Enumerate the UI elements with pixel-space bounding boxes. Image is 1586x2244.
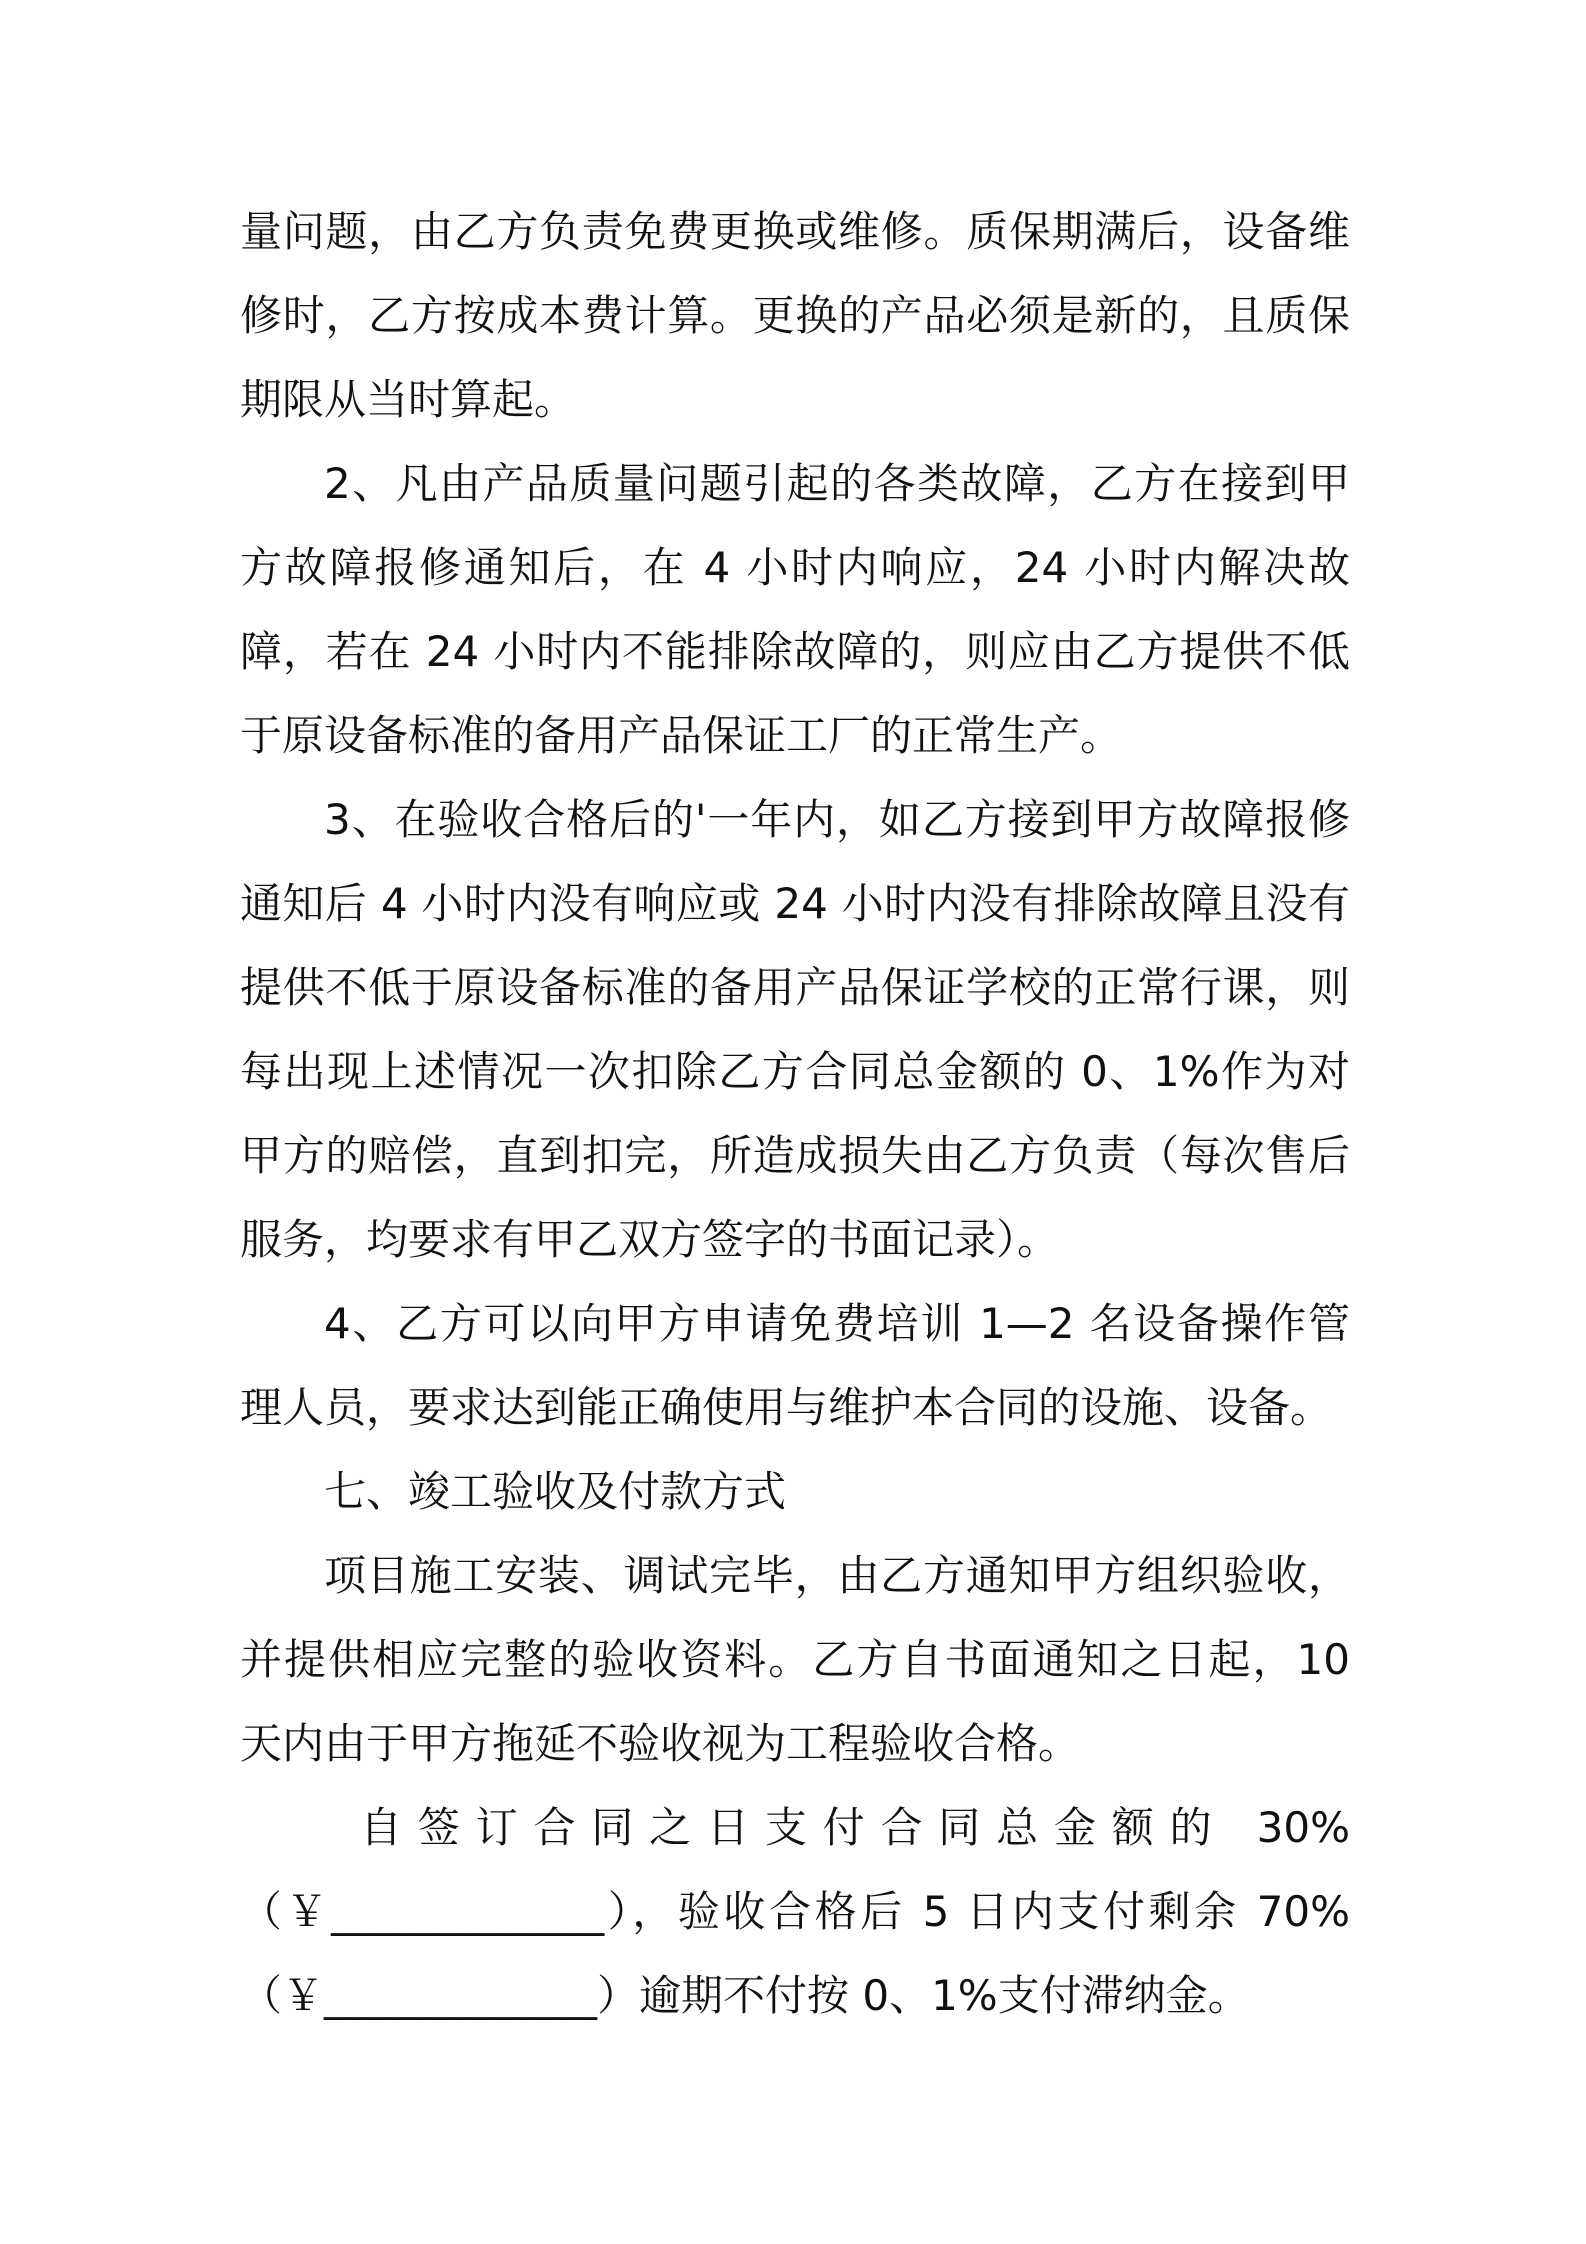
document-body xyxy=(240,190,1350,2038)
paragraph-warranty-continuation: 量问题，由乙方负责免费更换或维修。质保期满后，设备维修时，乙方按成本费计算。更换的产品必须是新的，且质保期限从当时算起。 xyxy=(240,207,1350,424)
section-heading-acceptance-payment: 七、竣工验收及付款方式 xyxy=(324,1467,787,1516)
paragraph-acceptance-procedure: 项目施工安装、调试完毕，由乙方通知甲方组织验收，并提供相应完整的验收资料。乙方自书面通知之日起，10 天内由于甲方拖延不验收视为工程验收合格。 xyxy=(240,1551,1350,1768)
payment-line-1: 自签订合同之日支付合同总金额的 30% xyxy=(360,1803,1350,1852)
payment-line-3: （￥_____________）逾期不付按 0、1%支付滞纳金。 xyxy=(240,1971,1250,2020)
paragraph-clause-4-training: 4、乙方可以向甲方申请免费培训 1—2 名设备操作管理人员，要求达到能正确使用与维护本合同的设施、设备。 xyxy=(240,1299,1350,1432)
payment-line-2: （￥_____________），验收合格后 5 日内支付剩余 70% xyxy=(240,1887,1350,1936)
paragraph-clause-3-penalty: 3、在验收合格后的'一年内，如乙方接到甲方故障报修通知后 4 小时内没有响应或 24 小时内没有排除故障且没有提供不低于原设备标准的备用产品保证学校的正常行课，则每出现上述情况一次扣除乙方合同总金额的 0、1%作为对甲方的赔偿，直到扣完，所造成损失由乙方负责（每次售后服务，均要求有甲乙双方签字的书面记录）。 xyxy=(240,795,1350,1264)
payment-terms xyxy=(240,1786,1350,2038)
paragraph-clause-2-fault-response: 2、凡由产品质量问题引起的各类故障，乙方在接到甲方故障报修通知后，在 4 小时内响应，24 小时内解决故障，若在 24 小时内不能排除故障的，则应由乙方提供不低于原设备标准的备用产品保证工厂的正常生产。 xyxy=(240,459,1350,760)
